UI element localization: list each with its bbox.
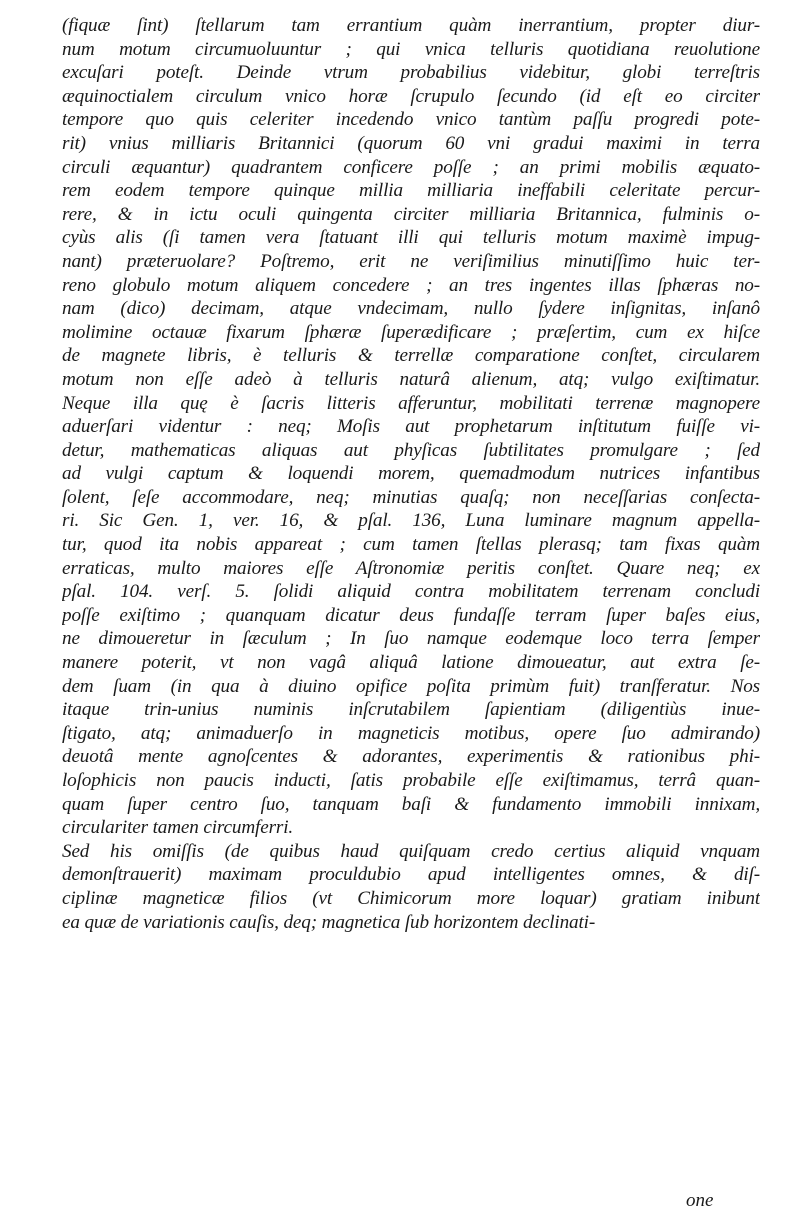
text-line: tur, quod ita nobis appareat ; cum tamen ſtellas plerasq; tam fixas quàm [62, 534, 760, 556]
text-line: loſophicis non paucis inducti, ſatis probabile eſſe exiſtimamus, terrâ quan- [62, 770, 760, 791]
text-line: æquinoctialem circulum vnico horæ ſcrupulo ſecundo (id eſt eo circiter [62, 85, 760, 107]
text-line: detur, mathematicas aliquas aut phyſicas ſubtilitates promulgare ; ſed [62, 439, 760, 461]
text-line: excuſari poteſt. Deinde vtrum probabilius videbitur, globi terreſtris [62, 62, 760, 84]
text-line: ea quæ de variationis cauſis, deq; magnetica ſub horizontem declinati- [62, 911, 596, 933]
text-line: tempore quo quis celeriter incedendo vnico tantùm paſſu progredi pote- [62, 109, 760, 131]
text-line: motum non eſſe adeò à telluris naturâ alienum, atq; vulgo exiſtimatur. [62, 368, 760, 390]
text-line: ſtigato, atq; animaduerſo in magneticis motibus, opere ſuo admirando) [62, 722, 760, 744]
text-line: aduerſari videntur : neq; Moſis aut prophetarum inſtitutum fuiſſe vi- [62, 416, 760, 438]
text-line: rit) vnius milliaris Britannici (quorum 60 vni gradui maximi in terra [62, 132, 760, 154]
text-line: ſolent, ſeſe accommodare, neq; minutias quaſq; non neceſſarias conſecta- [62, 486, 760, 508]
text-line: circulariter tamen circumferri. [62, 817, 294, 839]
text-line: molimine octauæ fixarum ſphæræ ſuperædificare ; præſertim, cum ex hiſce [62, 321, 760, 343]
text-line: itaque trin-unius numinis inſcrutabilem ſapientiam (diligentiùs inue- [62, 699, 760, 721]
text-line: erraticas, multo maiores eſſe Aſtronomiæ peritis conſtet. Quare neq; ex [62, 557, 760, 579]
text-line: quam ſuper centro ſuo, tanquam baſi & fundamento immobili innixam, [62, 793, 760, 815]
text-line: rem eodem tempore quinque millia milliaria ineffabili celeritate percur- [62, 180, 760, 202]
text-line: Neque illa quę è ſacris litteris afferuntur, mobilitati terrenæ magnopere [62, 392, 760, 414]
text-line: cyùs alis (ſi tamen vera ſtatuant illi qui telluris motum maximè impug- [62, 227, 760, 249]
text-line: Sed his omiſſis (de quibus haud quiſquam credo certius aliquid vnquam [62, 840, 760, 862]
text-line: ciplinæ magneticæ filios (vt Chimicorum more loquar) gratiam inibunt [62, 887, 760, 909]
text-line: poſſe exiſtimo ; quanquam dicatur deus fundaſſe terram ſuper baſes eius, [62, 604, 760, 626]
text-line: ri. Sic Gen. 1, ver. 16, & pſal. 136, Luna luminare magnum appella- [62, 510, 760, 532]
latin-text-body [62, 14, 760, 934]
text-line: circuli æquantur) quadrantem conficere poſſe ; an primi mobilis æquato- [62, 156, 760, 178]
text-line: ad vulgi captum & loquendi morem, quemadmodum nutrices infantibus [62, 463, 760, 485]
catchword: one [686, 1190, 714, 1211]
text-line: deuotâ mente agnoſcentes & adorantes, experimentis & rationibus phi- [62, 746, 760, 768]
text-line: num motum circumuoluuntur ; qui vnica telluris quotidiana reuolutione [62, 38, 760, 60]
text-line: pſal. 104. verſ. 5. ſolidi aliquid contra mobilitatem terrenam concludi [62, 581, 760, 603]
text-line: dem ſuam (in qua à diuino opifice poſita primùm fuit) tranſferatur. Nos [62, 675, 760, 697]
text-line: demonſtrauerit) maximam proculdubio apud intelligentes omnes, & diſ- [62, 864, 760, 886]
text-line: nant) præteruolare? Poſtremo, erit ne veriſimilius minutiſſimo huic ter- [62, 250, 760, 272]
text-line: ne dimoueretur in ſæculum ; In ſuo namque eodemque loco terra ſemper [62, 628, 760, 650]
text-line: nam (dico) decimam, atque vndecimam, nullo ſydere inſignitas, inſanô [62, 298, 760, 320]
text-line: rere, & in ictu oculi quingenta circiter milliaria Britannica, fulminis o- [62, 203, 760, 225]
text-line: reno globulo motum aliquem concedere ; an tres ingentes illas ſphæras no- [62, 274, 760, 296]
text-line: (fiquæ ſint) ſtellarum tam errantium quàm inerrantium, propter diur- [62, 15, 760, 36]
text-line: de magnete libris, è telluris & terrellæ comparatione conſtet, circularem [62, 345, 760, 367]
text-line: manere poterit, vt non vagâ aliquâ latione dimoueatur, aut extra ſe- [62, 652, 760, 674]
